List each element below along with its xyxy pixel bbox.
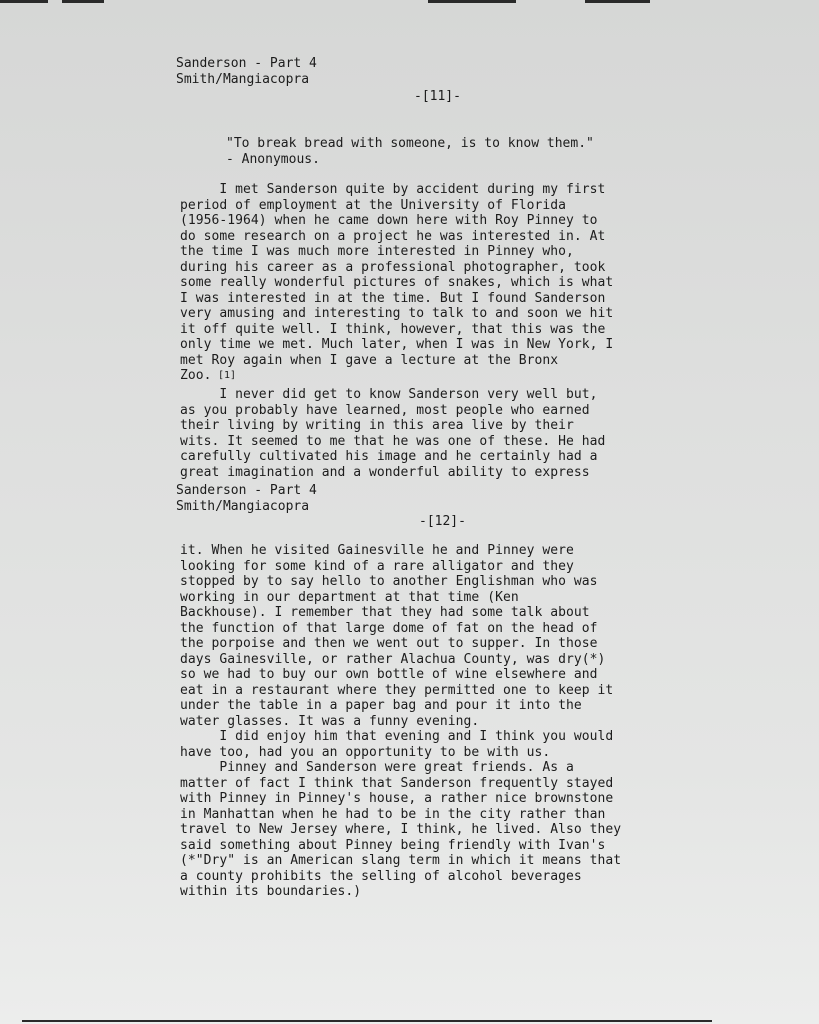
epigraph-attribution: - Anonymous. [226,152,320,167]
scan-edge-mark [585,0,650,3]
scan-edge-mark [62,0,104,3]
page11-header-title: Sanderson - Part 4 [176,56,317,71]
page12-body: it. When he visited Gainesville he and Pinney were looking for some kind of a rare alligator and they stopped by to say hello to another Englishman who was working in our department at that time (Ken Backhouse). I remember that they had some talk about the function of that large dome of fat on the head of the porpoise and then we went out to supper. In those days Gainesville, or rather Alachua County, was dry(*) so we had to buy our own bottle of wine elsewhere and eat in a restaurant where they permitted one to keep it under the table in a paper bag and pour it into the water glasses. It was a funny evening. I did enjoy him that evening and I think you would have too, had you an opportunity to be with us. Pinney and Sanderson were great friends. As a matter of fact I think that Sanderson frequently stayed with Pinney in Pinney's house, a rather nice brownstone in Manhattan when he had to be in the city rather than travel to New Jersey where, I think, he lived. Also they said something about Pinney being friendly with Ivan's (*"Dry" is an American slang term in which it means that a county prohibits the selling of alcohol beverages within its boundaries.) [180,543,622,899]
page12-header-title: Sanderson - Part 4 [176,483,317,498]
page12-number: -[12]- [419,514,466,529]
scan-edge-mark-bottom [22,1020,712,1022]
page11-header-authors: Smith/Mangiacopra [176,72,310,87]
page11-paragraph-2: I never did get to know Sanderson very well but, as you probably have learned, most people who earned their living by writing in this area live by their wits. It seemed to me that he was one of these. He had carefully cultivated his image and he certainly had a great imagination and a wonderful ability to express [180,387,606,480]
page11-paragraph-1: I met Sanderson quite by accident during my first period of employment at the University of Florida (1956-1964) when he came down here with Roy Pinney to do some research on a project he was interested in. At the time I was much more interested in Pinney who, during his career as a professional photographer, took some really wonderful pictures of snakes, which is what I was interested in at the time. But I found Sanderson very amusing and interesting to talk to and soon we hit it off quite well. I think, however, that this was the only time we met. Much later, when I was in New York, I met Roy again when I gave a lecture at the Bronx Zoo. [180,182,614,383]
footnote-marker: [1] [218,370,237,381]
scan-edge-mark [428,0,516,3]
page11-number: -[11]- [414,89,461,104]
scan-edge-mark [0,0,48,3]
page12-header-authors: Smith/Mangiacopra [176,499,310,514]
epigraph-quote: "To break bread with someone, is to know them." [226,136,594,151]
